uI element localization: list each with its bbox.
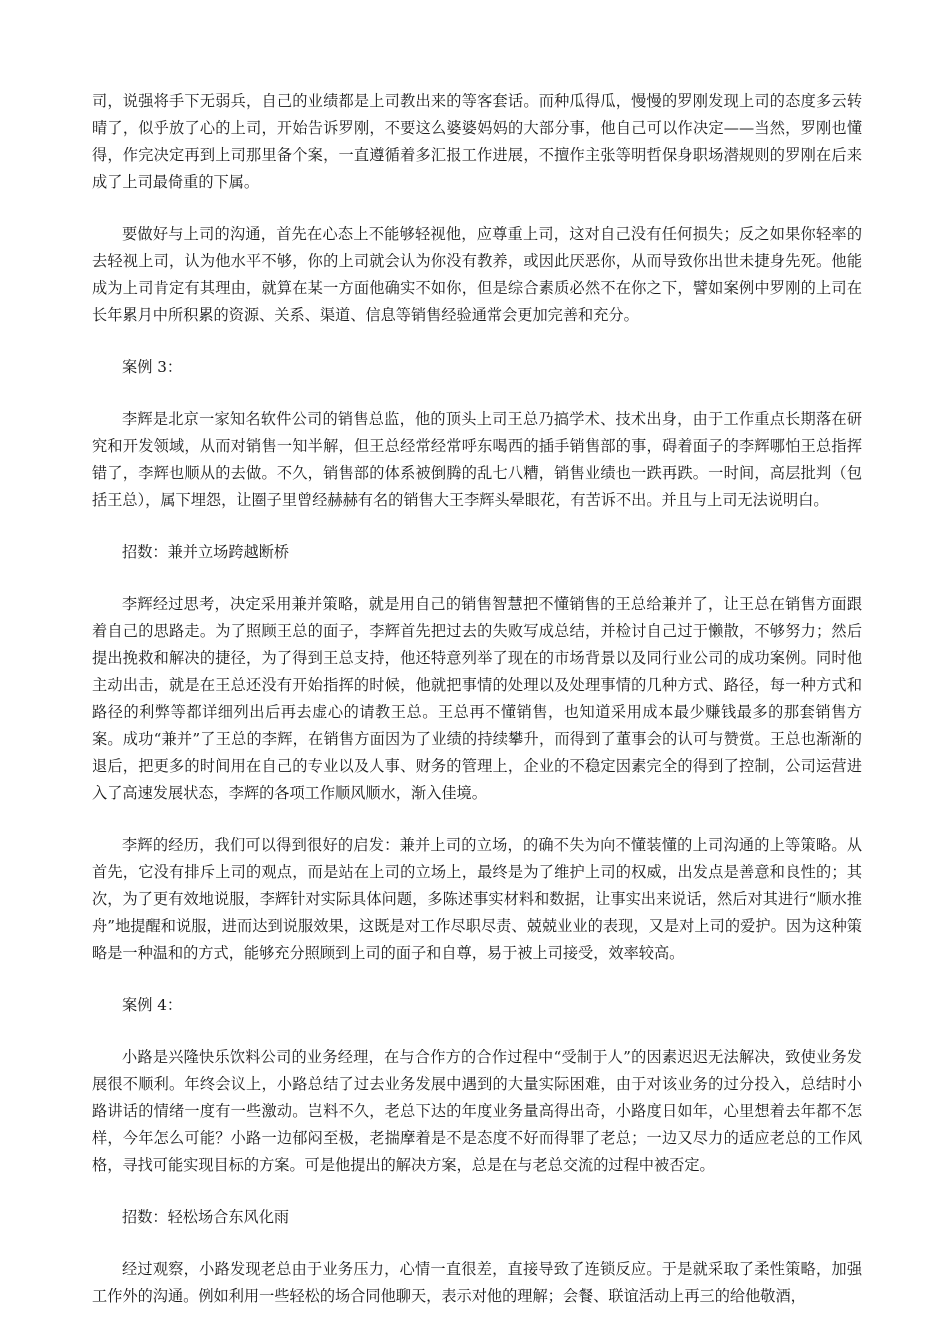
case-4-tactic-heading: 招数：轻松场合东风化雨 [122, 1208, 290, 1226]
paragraph-communication-advice: 要做好与上司的沟通，首先在心态上不能够轻视他，应尊重上司，这对自己没有任何损失；反之如果你轻率的去轻视上司，认为他水平不够，你的上司就会认为你没有教养，或因此厌恶你，从而导致你出世未捷身先死。他能成为上司肯定有其理由，就算在某一方面他确实不如你，但是综合素质必然不在你之下，譬如案例中罗刚的上司在长年累月中所积累的资源、关系、渠道、信息等销售经验通常会更加完善和充分。 [92, 225, 862, 324]
case-3-lesson: 李辉的经历，我们可以得到很好的启发：兼并上司的立场，的确不失为向不懂装懂的上司沟通的上等策略。从首先，它没有排斥上司的观点，而是站在上司的立场上，最终是为了维护上司的权威，出发点是善意和良性的；其次，为了更有效地说服，李辉针对实际具体问题，多陈述事实材料和数据，让事实出来说话，然后对其进行“顺水推舟”地提醒和说服，进而达到说服效果，这既是对工作尽职尽责、兢兢业业的表现，又是对上司的爱护。因为这种策略是一种温和的方式，能够充分照顾到上司的面子和自尊，易于被上司接受，效率较高。 [92, 836, 862, 962]
document-page [92, 88, 862, 1335]
case-3-tactic-heading: 招数：兼并立场跨越断桥 [122, 543, 290, 561]
case-4-tactic-body: 经过观察，小路发现老总由于业务压力，心情一直很差，直接导致了连锁反应。于是就采取了柔性策略，加强工作外的沟通。例如利用一些轻松的场合同他聊天，表示对他的理解；会餐、联谊活动上再三的给他敬酒， [92, 1260, 862, 1305]
paragraph-continuation: 司，说强将手下无弱兵，自己的业绩都是上司教出来的等客套话。而种瓜得瓜，慢慢的罗刚发现上司的态度多云转晴了，似乎放了心的上司，开始告诉罗刚，不要这么婆婆妈妈的大部分事，他自己可以作决定——当然，罗刚也懂得，作完决定再到上司那里备个案，一直遵循着多汇报工作进展，不擅作主张等明哲保身职场潜规则的罗刚在后来成了上司最倚重的下属。 [92, 92, 862, 191]
case-3-heading: 案例 3： [122, 358, 183, 376]
case-3-tactic-body: 李辉经过思考，决定采用兼并策略，就是用自己的销售智慧把不懂销售的王总给兼并了，让王总在销售方面跟着自己的思路走。为了照顾王总的面子，李辉首先把过去的失败写成总结，并检讨自己过于懒散，不够努力；然后提出挽救和解决的捷径，为了得到王总支持，他还特意列举了现在的市场背景以及同行业公司的成功案例。同时他主动出击，就是在王总还没有开始指挥的时候，他就把事情的处理以及处理事情的几种方式、路径，每一种方式和路径的利弊等都详细列出后再去虚心的请教王总。王总再不懂销售，也知道采用成本最少赚钱最多的那套销售方案。成功“兼并”了王总的李辉，在销售方面因为了业绩的持续攀升，而得到了董事会的认可与赞赏。王总也渐渐的退后，把更多的时间用在自己的专业以及人事、财务的管理上，企业的不稳定因素完全的得到了控制，公司运营进入了高速发展状态，李辉的各项工作顺风顺水，渐入佳境。 [92, 595, 862, 802]
case-4-story: 小路是兴隆快乐饮料公司的业务经理，在与合作方的合作过程中“受制于人”的因素迟迟无法解决，致使业务发展很不顺利。年终会议上，小路总结了过去业务发展中遇到的大量实际困难，由于对该业务的过分投入，总结时小路讲话的情绪一度有一些激动。岂料不久，老总下达的年度业务量高得出奇，小路度日如年，心里想着去年都不怎样，今年怎么可能？小路一边郁闷至极，老揣摩着是不是态度不好而得罪了老总；一边又尽力的适应老总的工作风格，寻找可能实现目标的方案。可是他提出的解决方案，总是在与老总交流的过程中被否定。 [92, 1048, 862, 1174]
case-3-story: 李辉是北京一家知名软件公司的销售总监，他的顶头上司王总乃搞学术、技术出身，由于工作重点长期落在研究和开发领域，从而对销售一知半解，但王总经常经常呼东喝西的插手销售部的事，碍着面子的李辉哪怕王总指挥错了，李辉也顺从的去做。不久，销售部的体系被倒腾的乱七八糟，销售业绩也一跌再跌。一时间，高层批判（包括王总），属下埋怨，让圈子里曾经赫赫有名的销售大王李辉头晕眼花，有苦诉不出。并且与上司无法说明白。 [92, 410, 862, 509]
case-4-heading: 案例 4： [122, 996, 183, 1014]
